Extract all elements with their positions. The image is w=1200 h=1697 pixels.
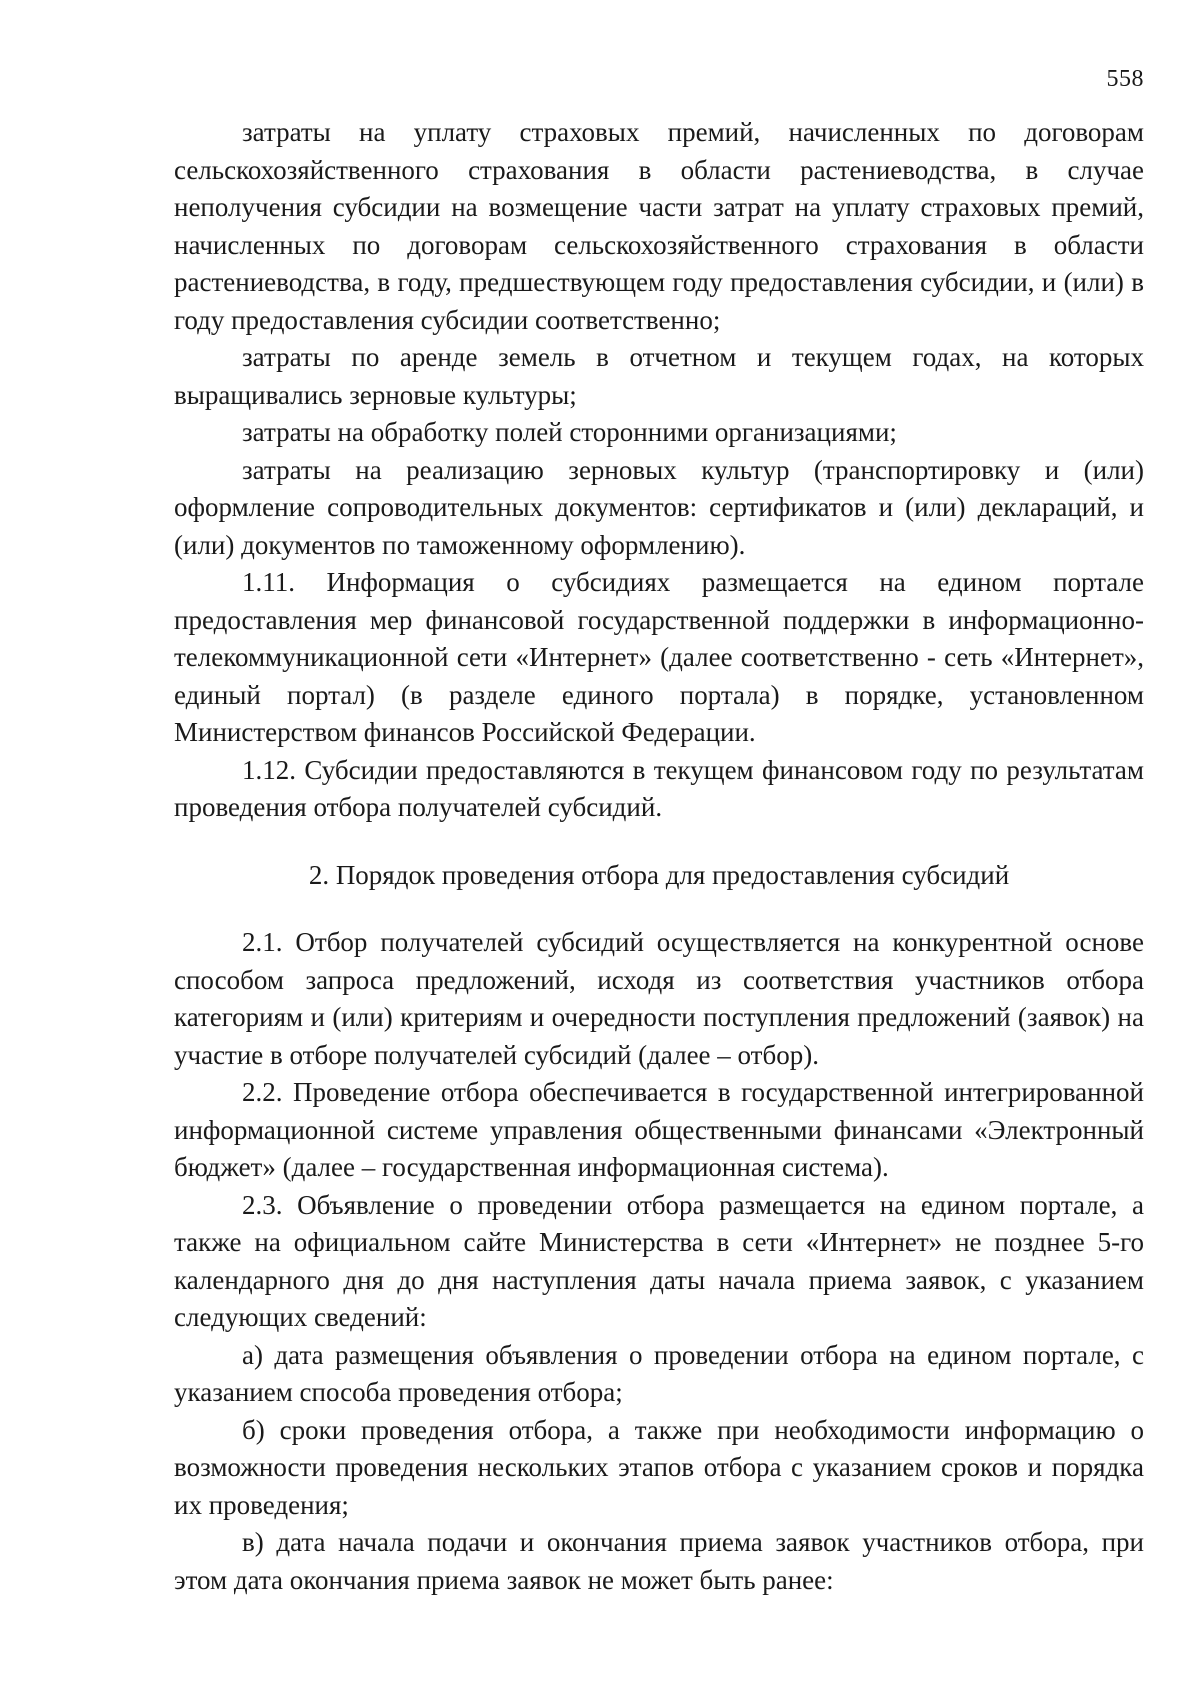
page-number: 558 — [1106, 66, 1144, 92]
paragraph-land-rent-costs: затраты по аренде земель в отчетном и текущем годах, на которых выращивались зерновые культуры; — [174, 342, 1144, 410]
paragraph-2-2: 2.2. Проведение отбора обеспечивается в государственной интегрированной информационной системе управления общественными финансами «Электронный бюджет» (далее – государственная информационная система). — [174, 1077, 1144, 1182]
document-body — [174, 114, 1144, 1599]
paragraph-insurance-costs: затраты на уплату страховых премий, начисленных по договорам сельскохозяйственного страхования в области растениеводства, в случае неполучения субсидии на возмещение части затрат на уплату страховых премий, начисленных по договорам сельскохозяйственного страхования в области растениеводства, в году, предшествующем году предоставления субсидии, и (или) в году предоставления субсидии соответственно; — [174, 117, 1144, 335]
paragraph-1-11: 1.11. Информация о субсидиях размещается на едином портале предоставления мер финансовой государственной поддержки в информационно-телекоммуникационной сети «Интернет» (далее соответственно - сеть «Интернет», единый портал) (в разделе единого портала) в порядке, установленном Министерством финансов Российской Федерации. — [174, 567, 1144, 747]
paragraph-2-3-a: а) дата размещения объявления о проведении отбора на едином портале, с указанием способа проведения отбора; — [174, 1339, 1144, 1407]
section-heading: 2. Порядок проведения отбора для предоставления субсидий — [308, 859, 1010, 890]
paragraph-2-3-b: б) сроки проведения отбора, а также при необходимости информацию о возможности проведения нескольких этапов отбора с указанием сроков и порядка их проведения; — [174, 1414, 1144, 1520]
section-heading-wrap — [174, 827, 1144, 925]
paragraph-2-3-v: в) дата начала подачи и окончания приема заявок участников отбора, при этом дата окончания приема заявок не может быть ранее: — [174, 1527, 1144, 1595]
paragraph-grain-sale-costs: затраты на реализацию зерновых культур (транспортировку и (или) оформление сопроводительных документов: сертификатов и (или) деклараций, и (или) документов по таможенному оформлению). — [174, 454, 1144, 560]
paragraph-field-processing-costs: затраты на обработку полей сторонними организациями; — [242, 417, 897, 447]
paragraph-2-3: 2.3. Объявление о проведении отбора размещается на едином портале, а также на официальном сайте Министерства в сети «Интернет» не позднее 5-го календарного дня до дня наступления даты начала приема заявок, с указанием следующих сведений: — [174, 1189, 1144, 1332]
paragraph-1-12: 1.12. Субсидии предоставляются в текущем финансовом году по результатам проведения отбора получателей субсидий. — [174, 754, 1144, 822]
paragraph-2-1: 2.1. Отбор получателей субсидий осуществляется на конкурентной основе способом запроса предложений, исходя из соответствия участников отбора категориям и (или) критериям и очередности поступления предложений (заявок) на участие в отборе получателей субсидий (далее – отбор). — [174, 927, 1144, 1070]
